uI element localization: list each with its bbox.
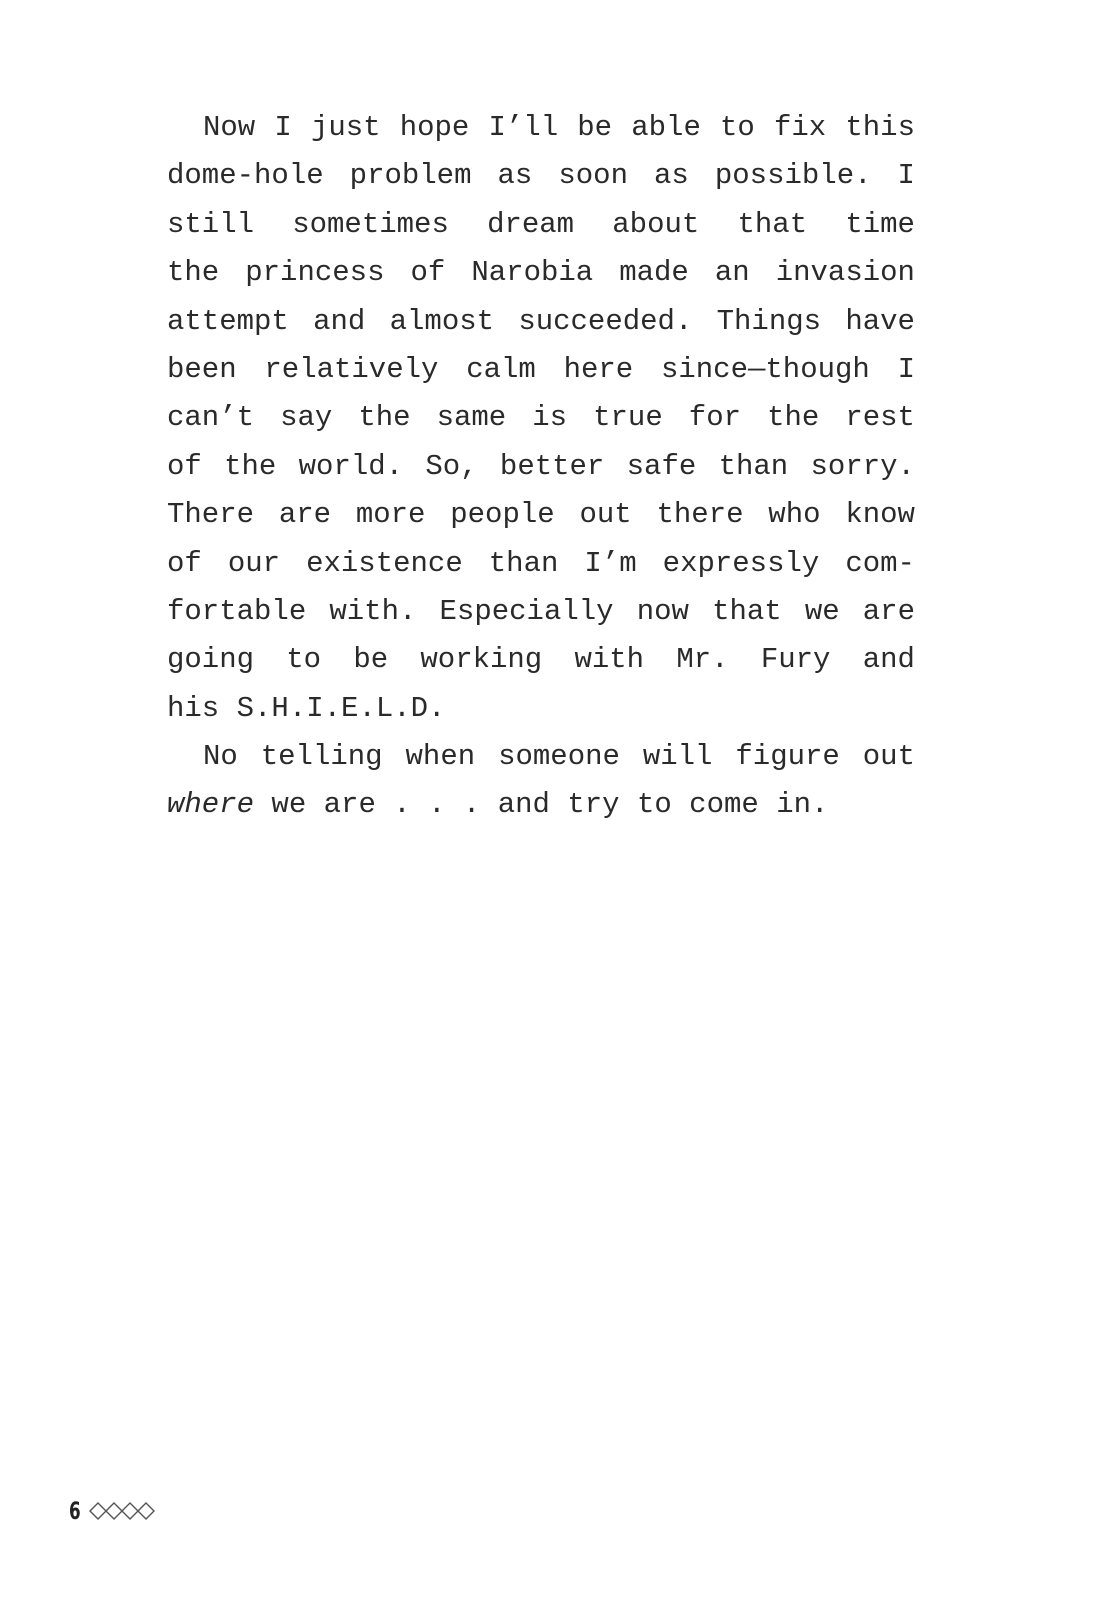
word: same <box>436 401 507 435</box>
word: and <box>862 643 915 677</box>
word: calm <box>466 352 536 386</box>
word: I <box>897 159 915 193</box>
word: now <box>636 594 689 628</box>
word: that <box>737 207 808 241</box>
word: someone <box>498 740 620 774</box>
word: people <box>450 498 555 532</box>
text-line <box>167 685 915 733</box>
word: . <box>393 788 429 822</box>
word: made <box>619 256 689 290</box>
word: have <box>845 304 915 338</box>
word: Things <box>716 304 822 338</box>
text-line <box>167 443 915 491</box>
word: going <box>167 643 255 677</box>
word: are <box>862 594 915 628</box>
word: existence <box>306 546 463 580</box>
text-line <box>167 298 915 346</box>
page-footer <box>69 1497 155 1525</box>
page-number: 6 <box>69 1497 81 1525</box>
word: we <box>804 594 840 628</box>
text-line <box>167 104 915 152</box>
word: dome-hole <box>167 159 324 193</box>
word: the <box>358 401 411 435</box>
word: than <box>718 449 789 483</box>
word: are <box>323 788 394 822</box>
word: Now <box>203 111 256 144</box>
word: true <box>593 401 663 435</box>
text-line <box>167 152 915 200</box>
text-line <box>167 781 915 829</box>
word: just <box>310 111 381 144</box>
word: as <box>497 159 533 193</box>
word: still <box>167 207 255 241</box>
word: sorry. <box>810 449 915 483</box>
word: invasion <box>775 256 915 290</box>
word: will <box>642 740 713 774</box>
text-line <box>167 491 915 539</box>
diamond-chain-ornament-icon <box>89 1502 155 1520</box>
word: is <box>532 401 568 435</box>
word: who <box>768 498 821 532</box>
word: attempt <box>167 304 289 338</box>
word: when <box>405 740 476 774</box>
text-line <box>167 346 915 394</box>
word: be <box>353 643 389 677</box>
word: There <box>167 498 255 532</box>
body-text <box>167 104 915 830</box>
word: figure <box>735 740 840 774</box>
word: where <box>167 788 272 822</box>
word: the <box>167 256 220 290</box>
word: and <box>313 304 366 338</box>
word: with. <box>329 594 417 628</box>
word: we <box>271 788 324 822</box>
word: of <box>167 546 202 580</box>
text-line <box>167 540 915 588</box>
word: out <box>579 498 632 532</box>
word: out <box>862 740 915 774</box>
word: able <box>631 111 701 144</box>
text-line <box>167 733 915 781</box>
word: to <box>286 643 322 677</box>
word: be <box>577 111 613 144</box>
word: S.H.I.E.L.D. <box>236 691 446 725</box>
word: Fury <box>760 643 831 677</box>
word: of <box>167 449 202 483</box>
word: time <box>845 207 915 241</box>
word: as <box>654 159 689 193</box>
word: . <box>462 788 498 822</box>
word: been <box>167 352 237 386</box>
word: . <box>428 788 463 822</box>
word: I <box>274 111 292 144</box>
word: So, <box>425 449 478 483</box>
word: succeeded. <box>518 304 693 338</box>
word: I’ll <box>488 111 559 144</box>
word: his <box>167 691 237 725</box>
word: No <box>203 740 238 774</box>
word: fix <box>774 111 827 144</box>
word: better <box>499 449 605 483</box>
word: relatively <box>264 352 439 386</box>
word: since—though <box>660 352 870 386</box>
word: the <box>767 401 820 435</box>
word: say <box>280 401 333 435</box>
word: working <box>420 643 543 677</box>
word: almost <box>389 304 495 338</box>
word: dream <box>487 207 575 241</box>
word: possible. <box>714 159 872 193</box>
word: here <box>563 352 634 386</box>
word: rest <box>845 401 915 435</box>
word: for <box>688 401 742 435</box>
word: safe <box>626 449 697 483</box>
word: with <box>574 643 645 677</box>
text-line <box>167 201 915 249</box>
word: sometimes <box>292 207 449 241</box>
word: about <box>612 207 700 241</box>
word: an <box>714 256 750 290</box>
word: world. <box>298 449 404 483</box>
word: Mr. <box>676 643 729 677</box>
word: try <box>567 788 637 822</box>
text-line <box>167 588 915 636</box>
word: more <box>355 498 426 532</box>
word: princess <box>245 256 385 290</box>
text-line <box>167 249 915 297</box>
word: in. <box>776 788 829 822</box>
text-line <box>167 394 915 442</box>
word: I’m <box>584 546 637 580</box>
word: can’t <box>167 401 255 435</box>
word: to <box>720 111 755 144</box>
word: com- <box>845 546 915 580</box>
word: and <box>497 788 568 822</box>
word: that <box>712 594 782 628</box>
word: come <box>689 788 777 822</box>
word: are <box>278 498 332 532</box>
word: than <box>488 546 559 580</box>
word: our <box>227 546 281 580</box>
word: soon <box>558 159 628 193</box>
word: to <box>636 788 690 822</box>
word: the <box>224 449 277 483</box>
word: this <box>845 111 915 144</box>
word: of <box>410 256 446 290</box>
word: fortable <box>167 594 307 628</box>
word: expressly <box>662 546 820 580</box>
text-line <box>167 636 915 684</box>
word: Especially <box>439 594 614 628</box>
word: problem <box>349 159 472 193</box>
word: there <box>656 498 744 532</box>
word: Narobia <box>471 256 594 290</box>
word: hope <box>399 111 470 144</box>
word: telling <box>260 740 383 774</box>
word: I <box>897 352 915 386</box>
word: know <box>845 498 915 532</box>
